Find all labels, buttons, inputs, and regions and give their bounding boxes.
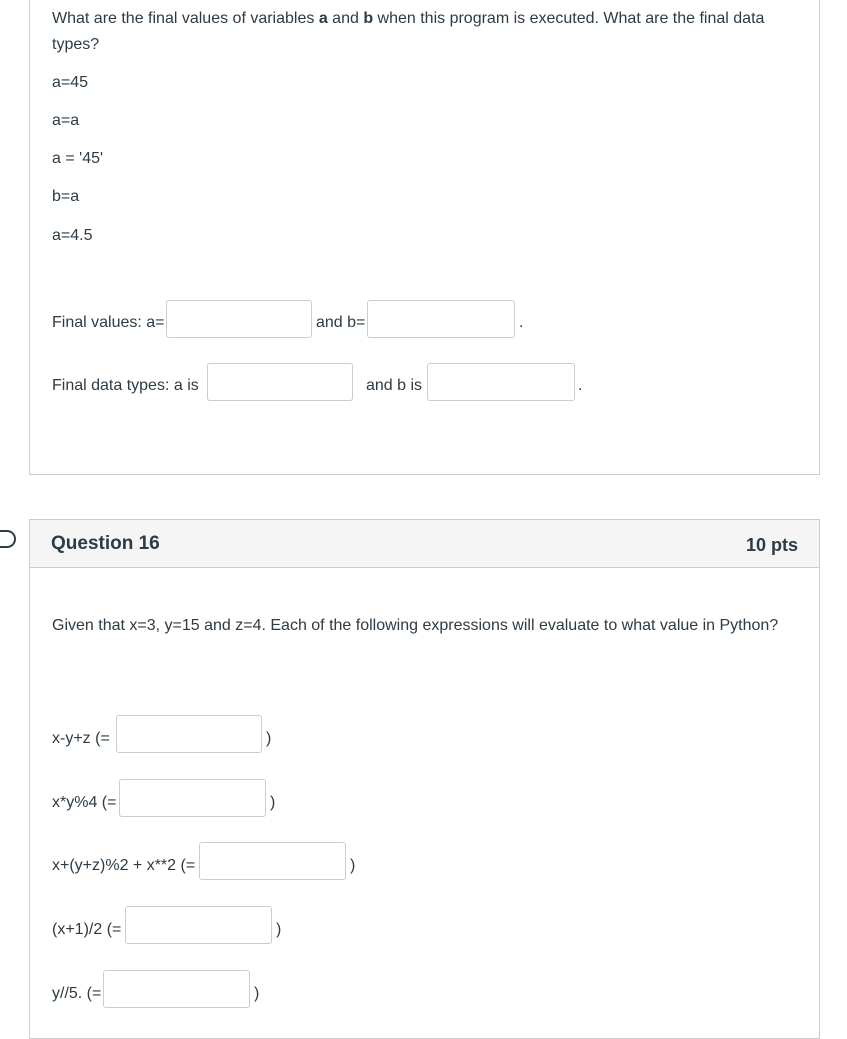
and-b-label: and b=: [316, 314, 366, 331]
expression-label: y//5. (=: [52, 985, 102, 1002]
expression-answer-input[interactable]: [199, 842, 346, 880]
code-line: b=a: [52, 188, 80, 205]
question-title: Question 16: [51, 533, 160, 554]
expression-close-paren: ): [276, 921, 282, 938]
period-label: .: [519, 314, 524, 331]
code-line: a=a: [52, 112, 80, 129]
type-b-input[interactable]: [427, 363, 575, 401]
expression-close-paren: ): [254, 985, 260, 1002]
question-text-part: What are the final values of variables: [52, 10, 319, 27]
code-line: a=45: [52, 74, 89, 91]
question-text-part: when this program is executed. What are the final data types?: [52, 10, 765, 53]
expression-label: x+(y+z)%2 + x**2 (=: [52, 857, 196, 874]
expression-answer-input[interactable]: [103, 970, 250, 1008]
final-value-b-input[interactable]: [367, 300, 515, 338]
question-15-card: [29, 0, 820, 475]
question-points: 10 pts: [745, 535, 798, 555]
expression-label: x-y+z (=: [52, 730, 110, 747]
period-label: .: [578, 377, 583, 394]
expression-label: x*y%4 (=: [52, 794, 117, 811]
and-b-is-label: and b is: [366, 377, 423, 394]
final-types-label: Final data types: a is: [52, 377, 199, 394]
final-value-a-input[interactable]: [166, 300, 312, 338]
expression-answer-input[interactable]: [116, 715, 262, 753]
flag-question-icon[interactable]: [0, 530, 16, 548]
question-15-text: [52, 6, 812, 58]
expression-close-paren: ): [270, 794, 276, 811]
code-line: a = '45': [52, 150, 104, 167]
type-a-input[interactable]: [207, 363, 353, 401]
expression-label: (x+1)/2 (=: [52, 921, 122, 938]
question-16-card: [29, 519, 820, 1039]
expression-answer-input[interactable]: [119, 779, 266, 817]
expression-close-paren: ): [266, 730, 272, 747]
code-line: a=4.5: [52, 227, 93, 244]
question-header: [30, 520, 819, 568]
question-16-text: Given that x=3, y=15 and z=4. Each of the following expressions will evaluate to what value in Python?: [52, 617, 779, 634]
question-text-part: and: [327, 10, 364, 27]
variable-b-label: b: [363, 10, 374, 27]
variable-a-label: a: [318, 10, 328, 27]
expression-answer-input[interactable]: [125, 906, 272, 944]
final-values-label: Final values: a=: [52, 314, 165, 331]
expression-close-paren: ): [350, 857, 356, 874]
